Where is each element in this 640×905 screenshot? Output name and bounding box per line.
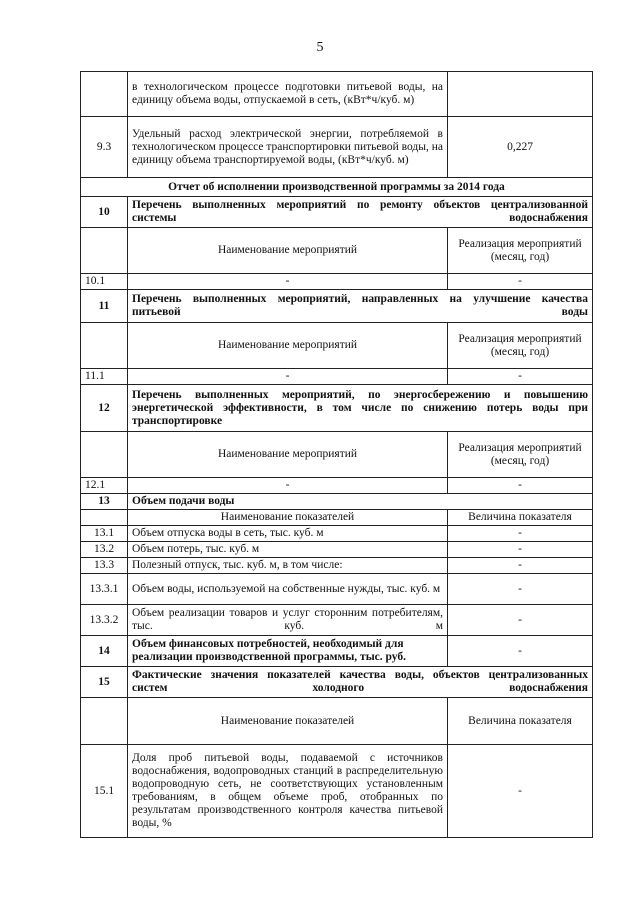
table-row [81, 526, 593, 542]
section-value: - [448, 636, 593, 667]
section-title: Объем финансовых потребностей, необходимый для реализации производственной программы, тыс. руб. [128, 636, 448, 667]
row-number-cell [81, 698, 128, 745]
section-number: 13 [81, 494, 128, 510]
indicator-value: - [448, 605, 593, 636]
section-title: Фактические значения показателей качества воды, объектов централизованных систем холодного водоснабжения [128, 667, 593, 698]
column-header-name: Наименование показателей [128, 698, 448, 745]
row-number: 13.3.1 [81, 574, 128, 605]
table-row [81, 369, 593, 385]
section-header-row [81, 178, 593, 197]
indicator-name: в технологическом процессе подготовки питьевой воды, на единицу объема воды, отпускаемой в сеть, (кВт*ч/куб. м) [128, 72, 448, 117]
column-header-name: Наименование мероприятий [128, 323, 448, 369]
section-number: 15 [81, 667, 128, 698]
table-row [81, 274, 593, 290]
indicator-name: Объем отпуска воды в сеть, тыс. куб. м [128, 526, 448, 542]
measure-name: - [128, 274, 448, 290]
row-number: 11.1 [81, 369, 128, 385]
column-header-row [81, 323, 593, 369]
row-number: 10.1 [81, 274, 128, 290]
row-number-cell [81, 323, 128, 369]
indicator-value: - [448, 542, 593, 558]
indicator-value: - [448, 558, 593, 574]
page-number: 5 [316, 40, 324, 55]
column-header-row [81, 510, 593, 526]
indicator-name: Объем воды, используемой на собственные нужды, тыс. куб. м [128, 574, 448, 605]
indicator-value [448, 72, 593, 117]
indicator-name: Доля проб питьевой воды, подаваемой с источников водоснабжения, водопроводных станций в распределительную водопроводную сеть, не соответствующих установленным требованиям, в общем объеме проб, отобранных по результатам производственного контроля качества питьевой воды, % [128, 745, 448, 838]
table-row [81, 558, 593, 574]
indicator-name: Удельный расход электрической энергии, потребляемой в технологическом процессе транспортировки питьевой воды, на единицу объема транспортируемой воды, (кВт*ч/куб. м) [128, 117, 448, 178]
indicator-name: Объем реализации товаров и услуг сторонним потребителям, тыс. куб. м [128, 605, 448, 636]
row-number: 15.1 [81, 745, 128, 838]
table-row [81, 478, 593, 494]
section-row [81, 636, 593, 667]
column-header-name: Наименование показателей [128, 510, 448, 526]
section-number: 14 [81, 636, 128, 667]
measure-name: - [128, 478, 448, 494]
column-header-name: Наименование мероприятий [128, 432, 448, 478]
table-row [81, 117, 593, 178]
row-number-cell [81, 228, 128, 274]
column-header-name: Наименование мероприятий [128, 228, 448, 274]
section-row [81, 197, 593, 228]
section-row [81, 667, 593, 698]
indicator-name: Полезный отпуск, тыс. куб. м, в том числе: [128, 558, 448, 574]
column-header-row [81, 432, 593, 478]
report-title: Отчет об исполнении производственной программы за 2014 года [81, 178, 593, 197]
table-row [81, 72, 593, 117]
column-header-value: Величина показателя [448, 698, 593, 745]
program-table [80, 71, 593, 838]
column-header-implementation: Реализация мероприятий (месяц, год) [448, 323, 593, 369]
row-number-cell [81, 72, 128, 117]
indicator-value: - [448, 745, 593, 838]
indicator-value: - [448, 526, 593, 542]
section-title: Перечень выполненных мероприятий, направленных на улучшение качества питьевой воды [128, 290, 593, 323]
row-number-cell [81, 510, 128, 526]
section-title: Перечень выполненных мероприятий по ремонту объектов централизованной системы водоснабжения [128, 197, 593, 228]
column-header-value: Величина показателя [448, 510, 593, 526]
row-number: 9.3 [81, 117, 128, 178]
section-title: Объем подачи воды [128, 494, 593, 510]
table-row [81, 605, 593, 636]
indicator-value: - [448, 574, 593, 605]
section-title: Перечень выполненных мероприятий, по энергосбережению и повышению энергетической эффективности, в том числе по снижению потерь воды при транспортировке [128, 385, 593, 432]
section-number: 11 [81, 290, 128, 323]
row-number-cell [81, 432, 128, 478]
section-row [81, 385, 593, 432]
indicator-name: Объем потерь, тыс. куб. м [128, 542, 448, 558]
row-number: 13.1 [81, 526, 128, 542]
section-number: 10 [81, 197, 128, 228]
row-number: 12.1 [81, 478, 128, 494]
section-number: 12 [81, 385, 128, 432]
column-header-row [81, 698, 593, 745]
measure-name: - [128, 369, 448, 385]
section-row [81, 494, 593, 510]
column-header-implementation: Реализация мероприятий (месяц, год) [448, 228, 593, 274]
column-header-row [81, 228, 593, 274]
row-number: 13.3.2 [81, 605, 128, 636]
table-row [81, 745, 593, 838]
row-number: 13.2 [81, 542, 128, 558]
indicator-value: 0,227 [448, 117, 593, 178]
table-row [81, 542, 593, 558]
measure-implementation: - [448, 274, 593, 290]
measure-implementation: - [448, 478, 593, 494]
column-header-implementation: Реализация мероприятий (месяц, год) [448, 432, 593, 478]
row-number: 13.3 [81, 558, 128, 574]
table-row [81, 574, 593, 605]
section-row [81, 290, 593, 323]
measure-implementation: - [448, 369, 593, 385]
